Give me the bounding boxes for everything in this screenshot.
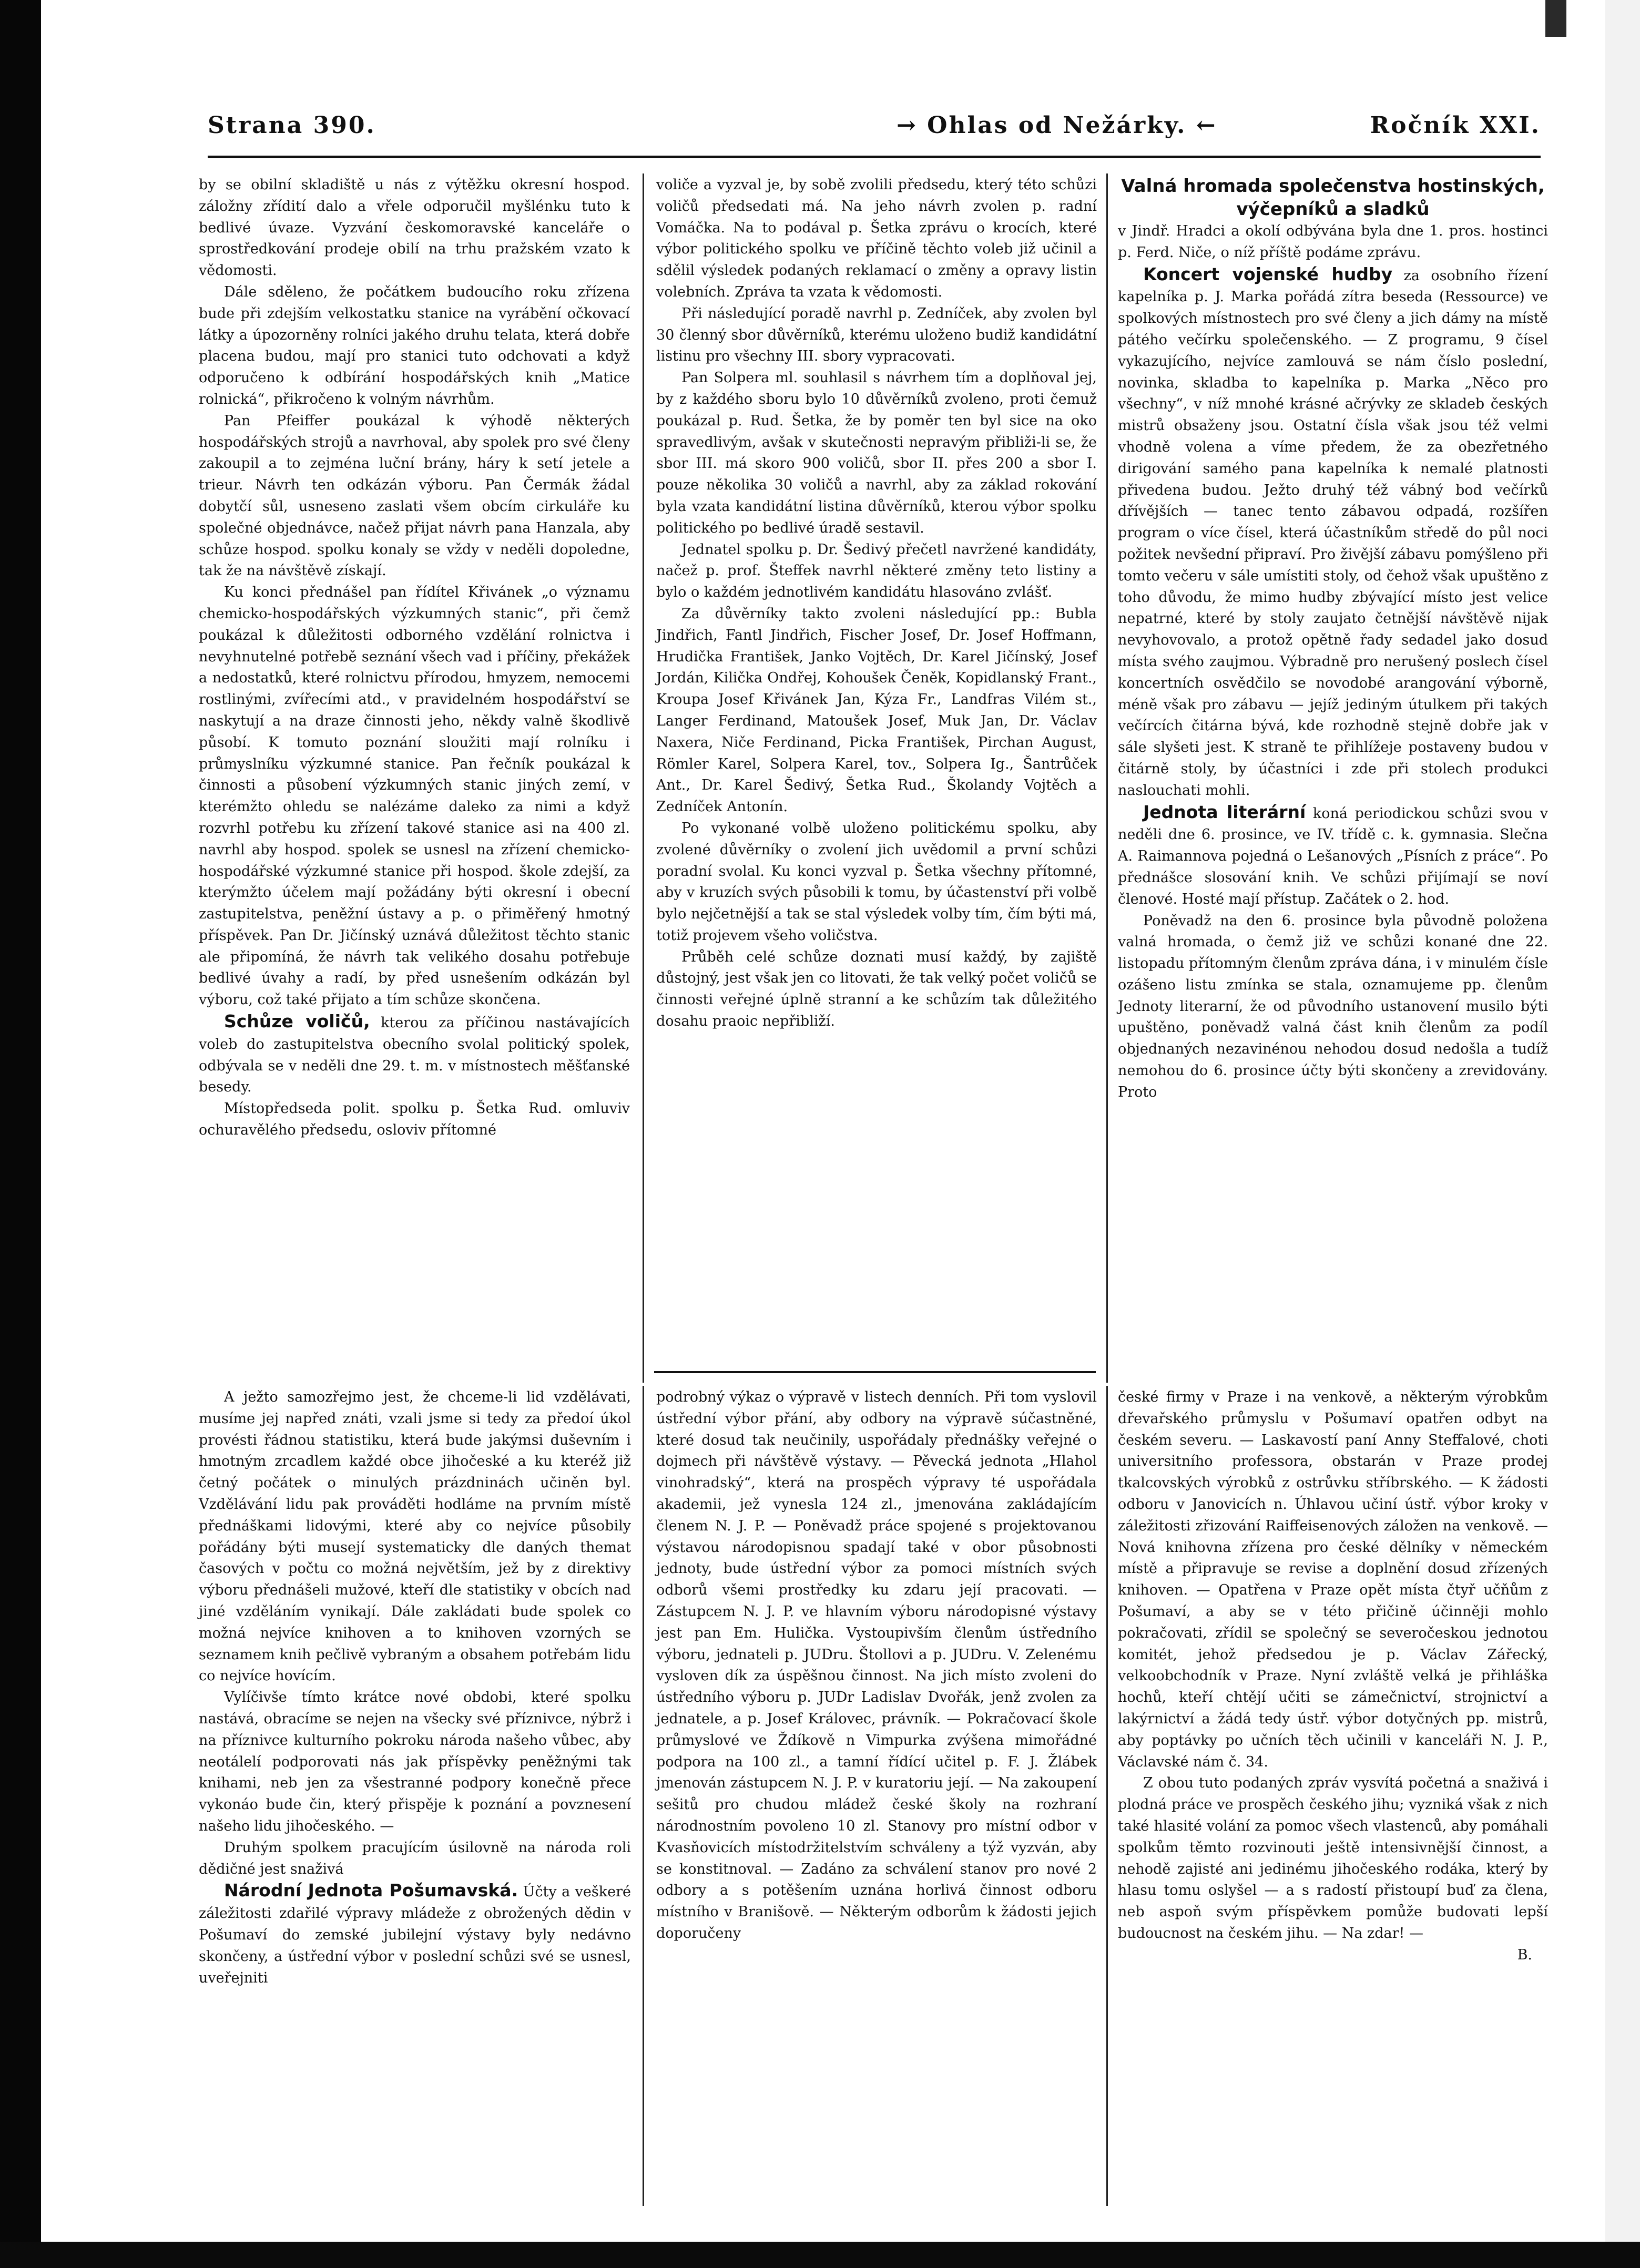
column-3 [1118, 175, 1548, 1384]
paragraph: Schůze voličů, kterou za příčinou nastávajících voleb do zastupitelstva obecního svolal politický spolek, odbývala se v neděli dne 29. t. m. v místnostech měšťanské besedy. [199, 1011, 630, 1096]
page-number: Strana 390. [208, 112, 376, 139]
section-heading: Schůze voličů, [224, 1011, 370, 1032]
paragraph: Ku konci přednášel pan řídítel Křivánek „o významu chemicko-hospodářských výzkumných stanic“, při čemž poukázal k důležitosti odborného vzdělání rolnictva i nevyhnutelné potřebě seznání všech vad i příčiny, překážek a nedostatků, které rolnictvu přírodou, hmyzem, nemocemi rostlinými, zvířecími atd., v pravidelném hospodářství se naskytují a na draze činnosti jeho, někdy valně škodlivě působí. K tomuto poznání sloužiti mají rolníku i průmyslníku výzkumné stanice. Pan řečník poukázal k činnosti a působení výzkumných stanic jiných zemí, v kterémžto ohledu se nalézáme daleko za nimi a když rozvrhl potřebu ku zřízení takové stanice asi na 400 zl. navrhl aby hospod. spolek se usnesl na zřízení chemicko-hospodářské výzkumné stanice při hospod. škole zdejší, za kterýmžto účelem mají požádány býti okresní i obecní zastupitelstva, peněžní ústavy a p. o přiměřený hmotný příspěvek. Pan Dr. Jičínský uznává důležitost těchto stanic ale připomíná, že návrh tak velikého dosahu potřebuje bedlivé úvahy a radí, by před usnešením odkázán byl výboru, což také přijato a tím schůze skončena. [199, 584, 630, 1008]
paragraph: Při následující poradě navrhl p. Zedníček, aby zvolen byl 30 členný sbor důvěrníků, kterému uloženo budiž kandidátní listinu pro všechny III. sbory vypracovati. [656, 305, 1097, 365]
paragraph: A ježto samozřejmo jest, že chceme-li lid vzdělávati, musíme jej napřed znáti, vzali jsme si tedy za předoí úkol provésti řádnou statistiku, která bude jakýmsi duševním i hmotným zrcadlem každé obce jihočeské a ku kteréž již četný počátek o minulých prázdninách učiněn byl. Vzdělávání lidu pak prováděti hodláme na prvním místě přednáškami lidovými, které aby co nejvíce působily pořádány býti musejí systematicky dle daných themat časových v počtu co možná největším, jež by z direktivy výboru přednášeli mužové, kteří dle statistiky v obcích nad jiné vzděláním vynikají. Dále zakládati bude spolek co možná nejvíce knihoven a to knihoven vzorných se seznamem knih pečlivě vybraným a obsahem potřebám lidu co nejvíce hovícím. [199, 1389, 631, 1684]
paragraph: Jednatel spolku p. Dr. Šedivý přečetl navržené kandidáty, načež p. prof. Šteffek navrhl některé změny teto listiny a bylo o každém jednotlivém kandidátu hlasováno zvlášť. [656, 541, 1097, 601]
author-signature: B. [1517, 1946, 1532, 1963]
paragraph: Z obou tuto podaných zpráv vysvítá početná a snaživá i plodná práce ve prospěch českého jihu; vyzniká však z nich také hlasité volání za pomoc všech vlastenců, aby pomáhali spolkům těmto rozvinouti ještě intensivnější činnost, a nehodě zajisté ani jedinému jihočeského rodáka, který by hlasu tomu oslyšel — a s radostí přistoupí buď za člena, neb aspoň svým příspěvkem pomůže budovati lepší budoucnost na českém jihu. — Na zdar! — [1118, 1775, 1548, 1942]
section-divider [654, 1371, 1096, 1373]
column-divider [1106, 1386, 1108, 2206]
scan-edge-left [0, 0, 41, 2268]
header-rule [208, 156, 1541, 158]
paragraph: Poněvadž na den 6. prosince byla původně položena valná hromada, o čemž již ve schůzi konané dne 22. listopadu přítomným členům zpráva dána, i v minulém čísle ozášeno listu zmínka se stala, oznamujeme pp. členům Jednoty literarní, že od původního ustanovení musilo býti upuštěno, poněvadž valná část knih členům za podíl objednaných nezavinénou nehodou dosud nedošla a tudíž nemohou do 6. prosince účty býti skončeny a zrevidovány. Proto [1118, 912, 1548, 1100]
paragraph: Jednota literární koná periodickou schůzi svou v neděli dne 6. prosince, ve IV. třídě c. k. gymnasia. Slečna A. Raimannova pojedná o Lešanových „Písních z práce“. Po přednášce slosování knih. Ve schůzi přijímají se noví členové. Hosté mají přístup. Začátek o 2. hod. [1118, 801, 1548, 907]
paragraph: Pan Pfeiffer poukázal k výhodě některých hospodářských strojů a navrhoval, aby spolek pro své členy zakoupil a to zejména luční brány, háry k setí jetele a trieur. Návrh ten odkázán výboru. Pan Čermák žádal dobytčí sůl, usneseno zaslati všem obcím cirkuláře ku společné objednávce, načež přijat návrh pana Hanzala, aby schůze hospod. spolku konaly se vždy v neděli dopoledne, tak že na návštěvě získají. [199, 412, 630, 579]
paragraph: Dále sděleno, že počátkem budoucího roku zřízena bude při zdejším velkostatku stanice na vyrábění očkovací látky a úpozorněny rolníci jakého druhu telata, která dobře placena budou, mají pro stanici tuto odchovati a když odporučeno k odbírání hospodářských knih „Matice rolnická“, přikročeno k volným návrhům. [199, 283, 630, 407]
paragraph: v Jindř. Hradci a okolí odbývána byla dne 1. pros. hostinci p. Ferd. Niče, o níž příště podáme zprávu. [1118, 223, 1548, 261]
section-heading: Národní Jednota Pošumavská. [224, 1880, 518, 1901]
column-4 [199, 1387, 631, 2207]
section-heading: Jednota literární [1143, 801, 1306, 822]
scan-edge-top [1545, 0, 1566, 37]
paragraph: Vylíčivše tímto krátce nové obdobi, které spolku nastává, obracíme se nejen na všecky své příznivce, nýbrž i na příznivce kulturního pokroku národa našeho vůbec, aby neotálelí podporovati nás jak příspěvky peněžnými tak knihami, neb jen za všestranné podpory konečně přece vykonáo bude čin, který přispěje k poznání a povznesení našeho lidu jihočeského. — [199, 1689, 631, 1834]
page-header [208, 112, 1541, 149]
paragraph: Po vykonané volbě uloženo politickému spolku, aby zvolené důvěrníky o zvolení jich uvědomil a první schůzi poradní svolal. Ku konci vyzval p. Šetka všechny přítomné, aby v kruzích svých působili k tomu, by účastenství při volbě bylo nejčetnější a tak se stal výsledek volby tím, čím býti má, totiž projevem všeho voličstva. [656, 820, 1097, 944]
paragraph: voliče a vyzval je, by sobě zvolili předsedu, který této schůzi voličů předsedati má. Na jeho návrh zvolen p. radní Vomáčka. Na to podával p. Šetka zprávu o krocích, které výbor politického spolku ve příčině těchto voleb již učinil a sdělil výsledek podaných reklamací o změny a opravy listin volebních. Zpráva ta vzata k vědomosti. [656, 177, 1097, 300]
paragraph: Národní Jednota Pošumavská. Účty a veškeré záležitosti zdařilé výpravy mládeže z obrožených dědin v Pošumaví do zemské jubilejní výstavy byly nedávno skončeny, a ústřední výbor v poslední schůzi své se usnesl, uveřejniti [199, 1880, 631, 1986]
column-5 [656, 1387, 1097, 2207]
scan-edge-right [1605, 0, 1640, 2268]
paragraph: Místopředseda polit. spolku p. Šetka Rud. omluviv ochuravělého předsedu, osloviv přítomné [199, 1100, 630, 1139]
volume-number: Ročník XXI. [1370, 112, 1541, 139]
scan-edge-bottom [0, 2242, 1640, 2268]
section-heading: Koncert vojenské hudby [1143, 263, 1393, 284]
paragraph: Druhým spolkem pracujícím úsilovně na národa roli dědičné jest snaživá [199, 1839, 631, 1877]
section-title: Valná hromada společenstva hostinských, výčepníků a sladků [1121, 176, 1545, 220]
paragraph: Pan Solpera ml. souhlasil s návrhem tím a doplňoval jej, by z každého sboru bylo 10 důvěrníků zvoleno, proti čemuž poukázal p. Rud. Šetka, že by poměr ten byl sice na oko spravedlivým, avšak v skutečnosti nepravým přibliži-li se, že sbor III. má skoro 900 voličů, sbor II. přes 200 a sbor I. pouze několika 30 voličů a navrhl, aby za základ rokování byla vzata kandidátní listina důvěrníků, kterou výbor spolku politického po bedlivé úradě sestavil. [656, 370, 1097, 536]
paragraph: by se obilní skladiště u nás z výtěžku okresní hospod. záložny zřídití dalo a vřele odporučil myšlénku tuto k bedlivé úvaze. Vyzvání českomoravské kanceláře o sprostředkování prodeje obilí na trhu pražském vzato k vědomosti. [199, 177, 630, 279]
paragraph: české firmy v Praze i na venkově, a některým výrobkům dřevařského průmyslu v Pošumaví opatřen odbyt na českém severu. — Laskavostí paní Anny Steffalové, choti universitního professora, obstarán v Praze prodej tkalcovských výrobků z ostrůvku stříbrského. — K žádosti odboru v Janovicích n. Úhlavou učiní ústř. výbor kroky v záležitosti zřizování Raiffeisenových záložen na venkově. — Nová knihovna zřízena pro české dělníky v německém místě a připravuje se revise a doplnění dosud zřízených knihoven. — Opatřena v Praze opět místa čtyř učňům z Pošumaví, a aby se v této přičině účinněji mohlo pokračovati, zřídil se společný se severočeskou jednotou komitét, jehož předsedou je p. Václav Zářecký, velkoobchodník v Praze. Nyní zvláště velká je přihláška hochů, kteří chtějí učiti se zámečnictví, strojnictví a lakýrnictví a žádá tedy ústř. výbor dotyčných pp. mistrů, aby poptávky po učních těch učinili v kanceláři N. J. P., Václavské nám č. 34. [1118, 1389, 1548, 1770]
paragraph: podrobný výkaz o výpravě v listech denních. Při tom vyslovil ústřední výbor přání, aby odbory na výpravě súčastněné, které dosud tak neučinily, uspořádaly přednášky veřejné o dojmech při návštěvě výstavy. — Pěvecká jednota „Hlahol vinohradský“, která na prospěch výpravy té uspořádala akademii, jež vynesla 124 zl., jmenována zakládajícím členem N. J. P. — Poněvadž práce spojené s projektovanou výstavou národopisnou spadají také v obor působnosti jednoty, bude ústřední výbor za pomoci místních svých odborů všemi prostředky ku zdaru její pracovati. — Zástupcem N. J. P. ve hlavním výboru národopisné výstavy jest pan Em. Hulička. Vystoupivším členům ústředního výboru, jednateli p. JUDru. Štollovi a p. JUDru. V. Zelenému vysloven dík za úspěšnou činnost. Na jich místo zvoleni do ústředního výboru p. JUDr Ladislav Dvořák, jenž zvolen za jednatele, a p. Josef Královec, právník. — Pokračovací škole průmyslové ve Ždíkově n Vimpurka zvýšena mimořádné podpora na 100 zl., a tamní řídící učitel p. F. J. Žlábek jmenován zástupcem N. J. P. v kuratoriu její. — Na zakoupení sešitů pro chudou mládež české školy na rozhraní národnostním povoleno 10 zl. Stanovy pro místní odbor v Kvasňovicích místodržitelstvím schváleny a týž vyzván, aby se konstitnoval. — Zadáno za schválení stanov pro nové 2 odbory a s potěšením uznána horlivá činnost odboru místního v Branišově. — Některým odborům k žádosti jejich doporučeny [656, 1389, 1097, 1942]
paragraph: Za důvěrníky takto zvoleni následující pp.: Bubla Jindřich, Fantl Jindřich, Fischer Josef, Dr. Josef Hoffmann, Hrudička František, Janko Vojtěch, Dr. Karel Jičínský, Josef Jordán, Kilička Ondřej, Kohoušek Čeněk, Kopidlanský Frant., Kroupa Josef Křivánek Jan, Kýza Fr., Landfras Vilém st., Langer Ferdinand, Matoušek Josef, Muk Jan, Dr. Václav Naxera, Niče Ferdinand, Picka František, Pirchan August, Römler Karel, Solpera Karel, tov., Solpera Ig., Šantrůček Ant., Dr. Karel Šedivý, Šetka Rud., Školandy Vojtěch a Zedníček Antonín. [656, 605, 1097, 815]
column-divider [1106, 173, 1108, 1383]
column-divider [643, 173, 644, 1383]
column-divider [643, 1386, 644, 2206]
newspaper-title: → Ohlas od Nežárky. ← [897, 112, 1217, 139]
paragraph: Průběh celé schůze doznati musí každý, by zajiště důstojný, jest však jen co litovati, že tak velký počet voličů se činnosti veřejné úplně stranní a ke schůzím tak důležitého dosahu praoic nepřibliží. [656, 948, 1097, 1030]
column-6 [1118, 1387, 1548, 2207]
column-2 [656, 175, 1097, 1384]
paragraph: Koncert vojenské hudby za osobního řízení kapelníka p. J. Marka pořádá zítra beseda (Ressource) ve spolkových místnostech pro své členy a jich dámy na místě pátého večírku společenského. — Z programu, 9 čísel vykazujícího, nejvíce zamlouvá se nám číslo poslední, novinka, skladba to kapelníka p. Marka „Něco pro všechny“, v níž mnohé krásné ačrývky ze skladeb českých mistrů obsaženy jsou. Ostatní čísla však jsou též velmi vhodně volena a víme předem, že za obezřetného dirigování samého pana kapelníka k nemalé platnosti přivedena budou. Ježto druhý též vábný bod večírků dřívějších — tanec tento zábavou odpadá, rozšířen program o více čísel, která účastníkům středě do půl noci požitek nevšední připraví. Pro živější zábavu pomýšleno při tomto večeru v sále umístiti stoly, od čehož však upuštěno z toho důvodu, že mimo hudby zbývající místo jest velice nepatrné, které by stoly zaujato četnější návštěvě nijak nevyhovovalo, a protož opětně řady sedadel jako dosud místa svého zaujmou. Výbradně pro nerušený poslech čísel koncertních osvědčilo se novodobé arangování výborně, méně však pro zábavu — jejíž jediným útulkem při takých večírcích čitárna bývá, kde rozhodně stejně dobře jak v sále slyšeti jest. K straně te přihlížeje postaveny budou v čitárně stoly, by účastníci i zde při stolech produkci naslouchati mohli. [1118, 263, 1548, 799]
column-1 [199, 175, 630, 1384]
